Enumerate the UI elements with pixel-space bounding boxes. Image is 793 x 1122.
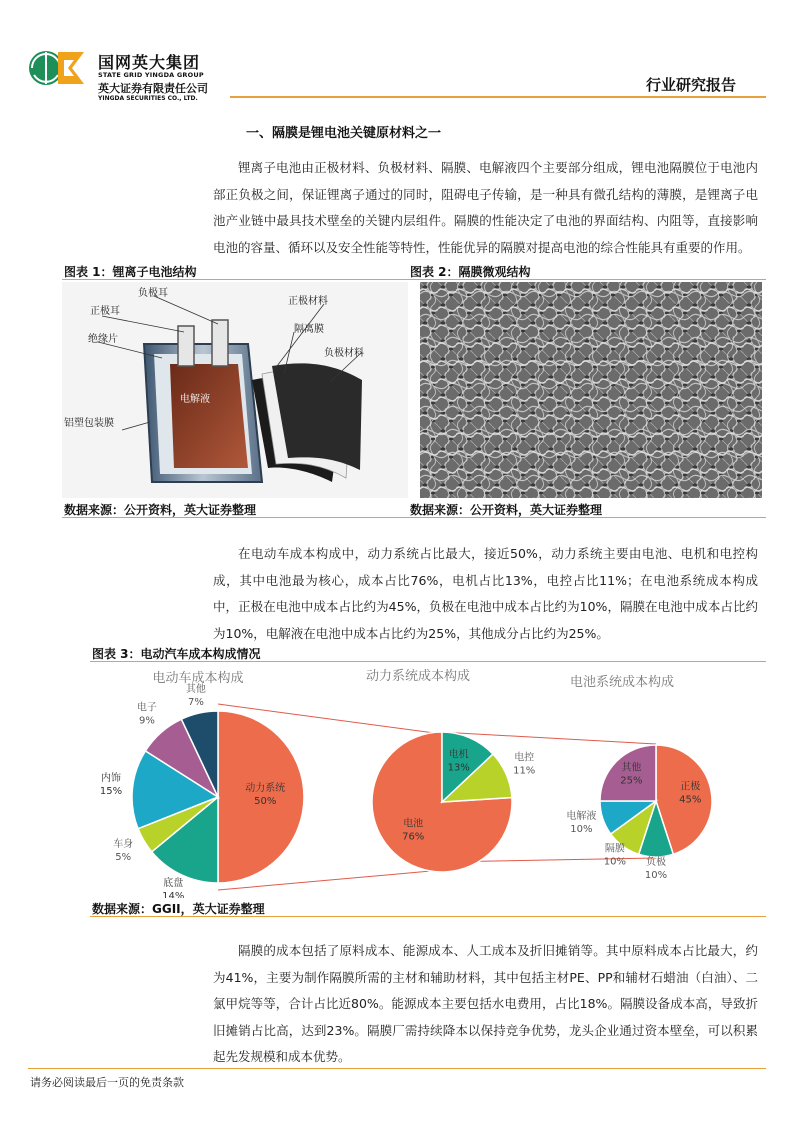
figure-1-source: 数据来源：公开资料，英大证券整理 — [64, 503, 257, 517]
company-logo — [28, 44, 88, 92]
figure-3-bottom-rule — [90, 916, 766, 917]
subsidiary-name-en: YINGDA SECURITIES CO., LTD. — [98, 95, 198, 102]
pie-label-2-2: 隔膜 10% — [603, 843, 627, 868]
label-insulation-sheet: 绝缘片 — [88, 334, 118, 345]
paragraph-1-text: 锂离子电池由正极材料、负极材料、隔膜、电解液四个主要部分组成，锂电池隔膜位于电池内部正负极之间，保证锂离子通过的同时，阻碍电子传输，是一种具有微孔结构的薄膜，是锂离子电池产业链中最具技术壁垒的关键内层组件。隔膜的性能决定了电池的界面结构、内阻等，直接影响电池的容量、循环以及安全性能等特性，性能优异的隔膜对提高电池的综合性能具有重要的作用。 — [213, 160, 758, 255]
paragraph-1 — [213, 155, 758, 261]
paragraph-2-text: 在电动车成本构成中，动力系统占比最大，接近50%，动力系统主要由电池、电机和电控构成，其中电池最为核心，成本占比76%，电机占比13%，电控占比11%；在电池系统成本构成中，正极在电池中成本占比约为45%，负极在电池中成本占比约为10%，隔膜在电池中成本占比约为10%，电解液在电池中成本占比约为25%，其他成分占比约为25%。 — [213, 546, 758, 641]
pie-label-0-1: 底盘 14% — [162, 877, 185, 898]
label-cathode-material: 正极材料 — [288, 296, 328, 307]
figure-2-source: 数据来源：公开资料，英大证券整理 — [410, 503, 603, 517]
header-divider — [230, 96, 766, 98]
label-anode-material: 负极材料 — [324, 348, 364, 359]
pie-label-0-2: 车身 5% — [113, 839, 134, 863]
label-positive-tab: 正极耳 — [90, 306, 120, 317]
chart-2-title: 动力系统成本构成 — [365, 669, 471, 684]
pie-label-2-1: 负极 10% — [644, 857, 668, 881]
footer-divider — [28, 1068, 766, 1069]
label-separator: 隔离膜 — [294, 324, 324, 335]
pie-label-0-4: 电子 9% — [136, 702, 157, 727]
pie-label-2-0: 正极 45% — [679, 781, 702, 806]
company-name-cn: 国网英大集团 — [98, 53, 201, 72]
paragraph-3-text: 隔膜的成本包括了原料成本、能源成本、人工成本及折旧摊销等。其中原料成本占比最大，约为41%，主要为制作隔膜所需的主材和辅助材料，其中包括主材PE、PP和辅材石蜡油（白油）、二氯甲烷等等，合计占比近80%。能源成本主要包括水电费用，占比18%。隔膜设备成本高，导致折旧摊销占比高，达到23%。隔膜厂需持续降本以保持竞争优势，龙头企业通过资本壁垒，可以积累起先发规模和成本优势。 — [213, 943, 758, 1064]
chart-3-title: 电池系统成本构成 — [569, 675, 675, 690]
pie-label-1-0: 电池 76% — [402, 818, 425, 843]
pie-label-1-1: 电机 13% — [447, 749, 470, 774]
figure-3-source: 数据来源：GGII，英大证券整理 — [92, 902, 265, 916]
label-electrolyte: 电解液 — [180, 394, 210, 405]
report-type: 行业研究报告 — [646, 76, 737, 94]
battery-structure-diagram — [62, 282, 408, 498]
label-aluminum-pouch: 铝塑包装膜 — [64, 418, 114, 429]
cost-structure-pie-charts — [90, 662, 766, 898]
company-name-en: STATE GRID YINGDA GROUP — [98, 71, 204, 79]
figure-3-label: 图表 3：电动汽车成本构成情况 — [92, 647, 261, 661]
chart-1-title: 电动车成本构成 — [152, 671, 244, 686]
footer-disclaimer: 请务必阅读最后一页的免责条款 — [30, 1076, 184, 1089]
pie-label-1-2: 电控 11% — [513, 752, 536, 777]
section-title: 一、隔膜是锂电池关键原材料之一 — [246, 126, 442, 141]
subsidiary-name-cn: 英大证券有限责任公司 — [98, 82, 208, 95]
pie-label-2-3: 电解液 10% — [566, 811, 597, 836]
paragraph-2 — [213, 541, 758, 647]
figure-bottom-rule — [62, 517, 766, 518]
pie-label-0-0: 动力系统 50% — [245, 783, 286, 807]
figure-1-label: 图表 1：锂离子电池结构 — [64, 265, 197, 279]
label-negative-tab: 负极耳 — [138, 288, 168, 299]
pie-label-0-3: 内饰 15% — [99, 772, 123, 797]
separator-microstructure-image — [420, 282, 762, 498]
figure-2-label: 图表 2：隔膜微观结构 — [410, 265, 531, 279]
pie-label-2-4: 其他 25% — [620, 762, 643, 787]
paragraph-3 — [213, 938, 758, 1071]
pie-label-0-5: 其他 7% — [185, 684, 206, 708]
figure-top-rule — [62, 279, 766, 280]
